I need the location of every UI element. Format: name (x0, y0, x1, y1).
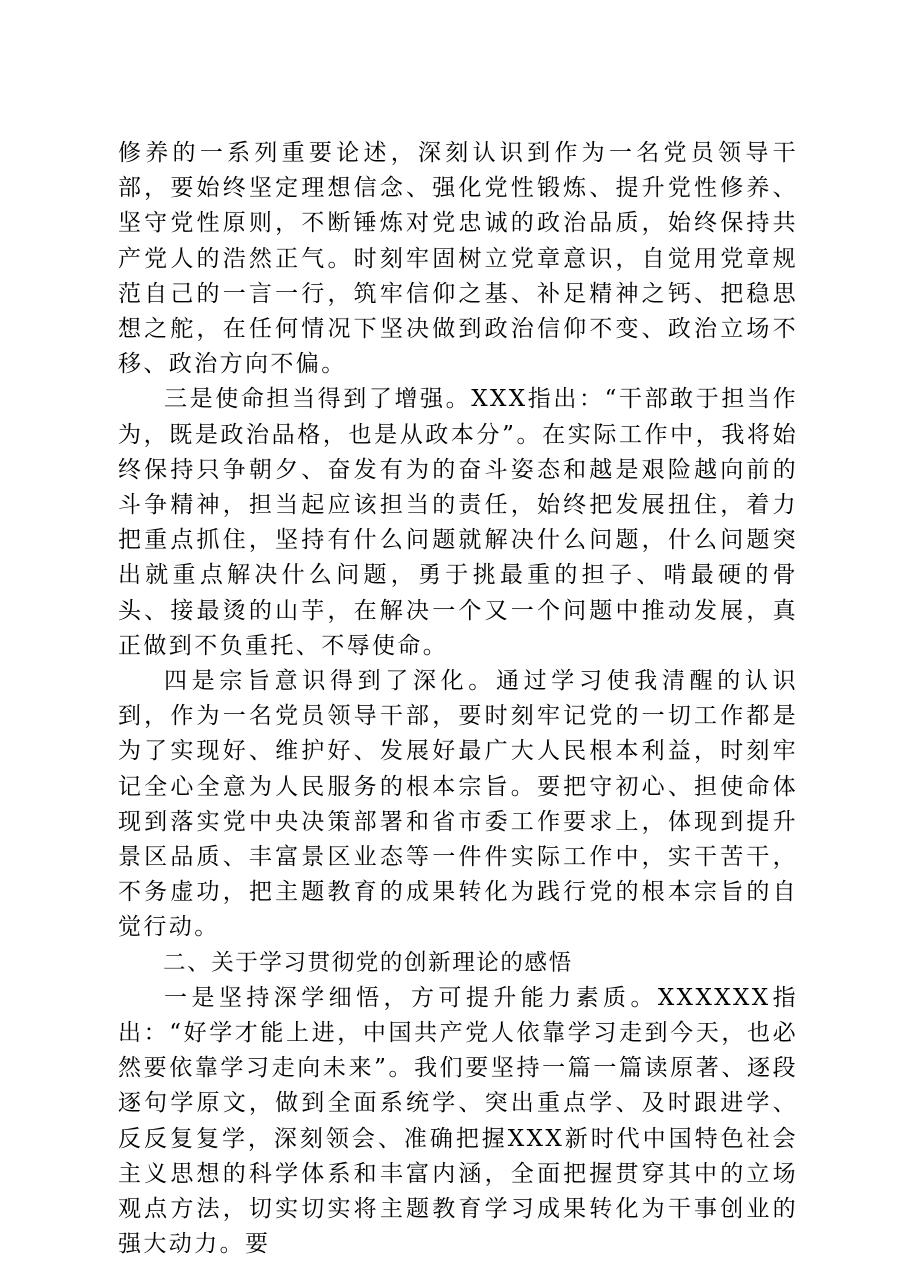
paragraph-mission-responsibility: 三是使命担当得到了增强。XXX指出：“干部敢于担当作为，既是政治品格，也是从政本分”。在实际工作中，我将始终保持只争朝夕、奋发有为的奋斗姿态和越是艰险越向前的斗争精神，担当起应该担当的责任，始终把发展扭住，着力把重点抓住，坚持有什么问题就解决什么问题，什么问题突出就重点解决什么问题，勇于挑最重的担子、啃最硬的骨头、接最烫的山芋，在解决一个又一个问题中推动发展，真正做到不负重托、不辱使命。 (118, 386, 798, 659)
paragraph-party-spirit-continued: 修养的一系列重要论述，深刻认识到作为一名党员领导干部，要始终坚定理想信念、强化党性锻炼、提升党性修养、坚守党性原则，不断锤炼对党忠诚的政治品质，始终保持共产党人的浩然正气。时刻牢固树立党章意识，自觉用党章规范自己的一言一行，筑牢信仰之基、补足精神之钙、把稳思想之舵，在任何情况下坚决做到政治信仰不变、政治立场不移、政治方向不偏。 (118, 140, 798, 378)
section-heading-innovative-theory: 二、关于学习贯彻党的创新理论的感悟 (163, 949, 573, 976)
paragraph-purpose-awareness: 四是宗旨意识得到了深化。通过学习使我清醒的认识到，作为一名党员领导干部，要时刻牢记党的一切工作都是为了实现好、维护好、发展好最广大人民根本利益，时刻牢记全心全意为人民服务的根本宗旨。要把守初心、担使命体现到落实党中央决策部署和省市委工作要求上，体现到提升景区品质、丰富景区业态等一件件实际工作中，实干苦干，不务虚功，把主题教育的成果转化为践行党的根本宗旨的自觉行动。 (118, 668, 798, 941)
paragraph-deep-study: 一是坚持深学细悟，方可提升能力素质。XXXXXX指出：“好学才能上进，中国共产党人依靠学习走到今天，也必然要依靠学习走向未来”。我们要坚持一篇一篇读原著、逐段逐句学原文，做到全面系统学、突出重点学、及时跟进学、反反复复学，深刻领会、准确把握XXX新时代中国特色社会主义思想的科学体系和丰富内涵，全面把握贯穿其中的立场观点方法，切实切实将主题教育学习成果转化为干事创业的强大动力。要 (118, 984, 798, 1258)
document-body (118, 136, 798, 1263)
